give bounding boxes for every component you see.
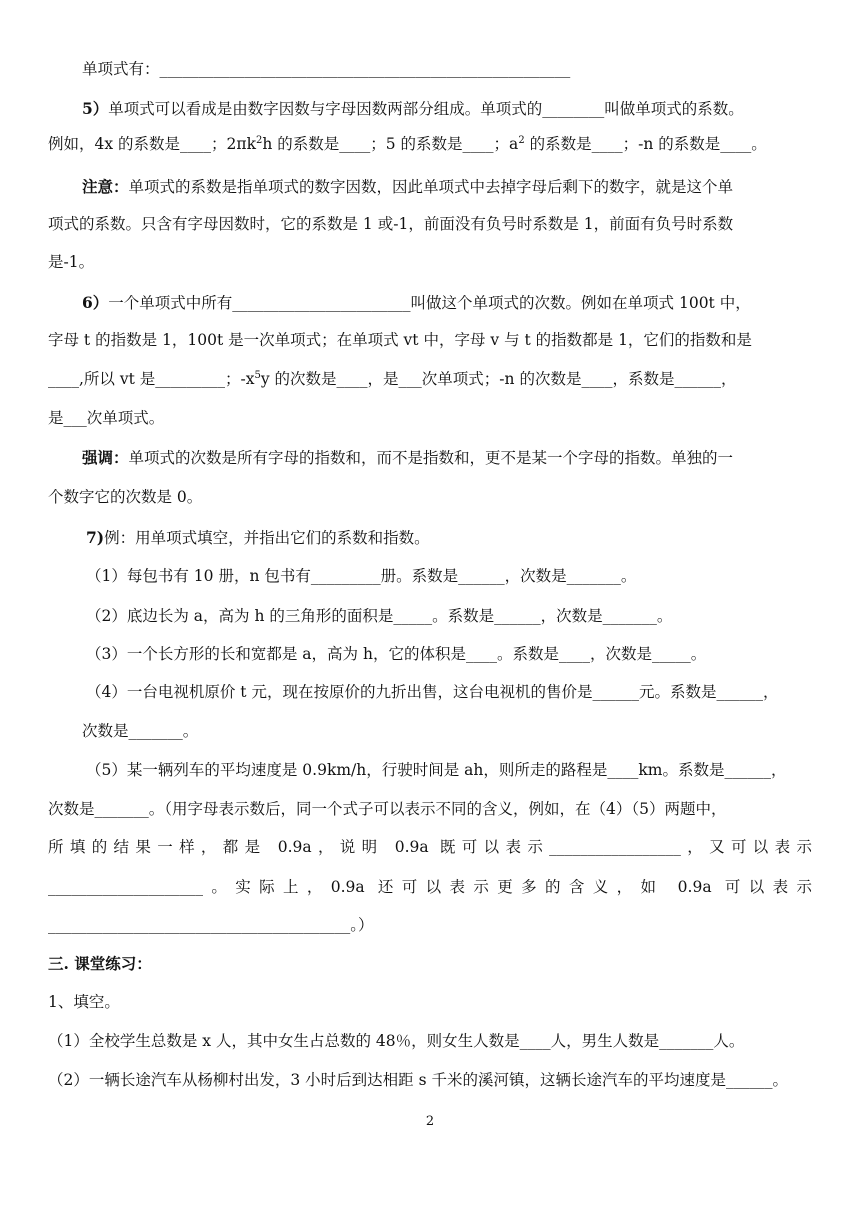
text-line: （3）一个长方形的长和宽都是 a，高为 h，它的体积是____。系数是____，次数是_____。 [86, 645, 707, 663]
text-line: 1、填空。 [48, 993, 120, 1011]
text-line: （2）底边长为 a，高为 h 的三角形的面积是_____。系数是______，次数是_______。 [86, 607, 673, 625]
text-line: 是___次单项式。 [48, 409, 165, 427]
text-line: 强调：单项式的次数是所有字母的指数和，而不是指数和，更不是某一个字母的指数。单独的一 [82, 448, 734, 467]
text-line: ____,所以 vt 是_________；$-x^5y$ 的次数是____，是___次单项式；-n 的次数是____，系数是______， [48, 369, 737, 388]
text-line: 单项式有：_____________________________________________________ [82, 60, 571, 78]
text-line: 6）一个单项式中所有_______________________叫做这个单项式的次数。例如在单项式 100t 中， [82, 293, 751, 312]
text-line: ____________________。实际上，0.9a 还可以表示更多的含义，如 0.9a 可以表示 [48, 878, 812, 896]
text-line: _______________________________________。） [48, 916, 374, 934]
text-line: 7)例：用单项式填空，并指出它们的系数和指数。 [86, 528, 430, 547]
text-line: （1）全校学生总数是 x 人，其中女生占总数的 48％，则女生人数是____人，男生人数是_______人。 [48, 1032, 745, 1050]
text-line: 5）单项式可以看成是由数字因数与字母因数两部分组成。单项式的________叫做单项式的系数。 [82, 99, 744, 118]
text-line: 个数字它的次数是 0。 [48, 488, 203, 506]
section-heading: 三. 课堂练习： [48, 954, 152, 973]
text-line: 注意：单项式的系数是指单项式的数字因数，因此单项式中去掉字母后剩下的数字，就是这个单 [82, 177, 734, 196]
text-line: 次数是_______。 [82, 722, 199, 740]
text-line: （5）某一辆列车的平均速度是 0.9km/h，行驶时间是 ah，则所走的路程是____km。系数是______， [86, 761, 787, 779]
text-line: 次数是_______。（用字母表示数后，同一个式子可以表示不同的含义，例如，在（4）（5）两题中， [48, 800, 727, 818]
page-number: 2 [425, 1114, 435, 1129]
text-line: （2）一辆长途汽车从杨柳村出发，3 小时后到达相距 s 千米的溪河镇，这辆长途汽车的平均速度是______。 [48, 1071, 788, 1089]
text-line: （1）每包书有 10 册，n 包书有_________册。系数是______，次数是_______。 [86, 567, 637, 585]
text-line: 是-1。 [48, 253, 95, 271]
text-line: （4）一台电视机原价 t 元，现在按原价的九折出售，这台电视机的售价是______元。系数是______， [86, 683, 779, 701]
text-line: 例如，4x 的系数是____；$2\pi k^2h$ 的系数是____；5 的系数是____；$a^2$ 的系数是____；-n 的系数是____。 [48, 134, 767, 153]
text-line: 项式的系数。只含有字母因数时，它的系数是 1 或-1，前面没有负号时系数是 1，前面有负号时系数 [48, 215, 734, 233]
text-line: 所填的结果一样，都是 0.9a，说明 0.9a 既可以表示_________________，又可以表示 [48, 838, 812, 856]
text-line: 字母 t 的指数是 1，100t 是一次单项式；在单项式 vt 中，字母 v 与 t 的指数都是 1，它们的指数和是 [48, 331, 752, 349]
